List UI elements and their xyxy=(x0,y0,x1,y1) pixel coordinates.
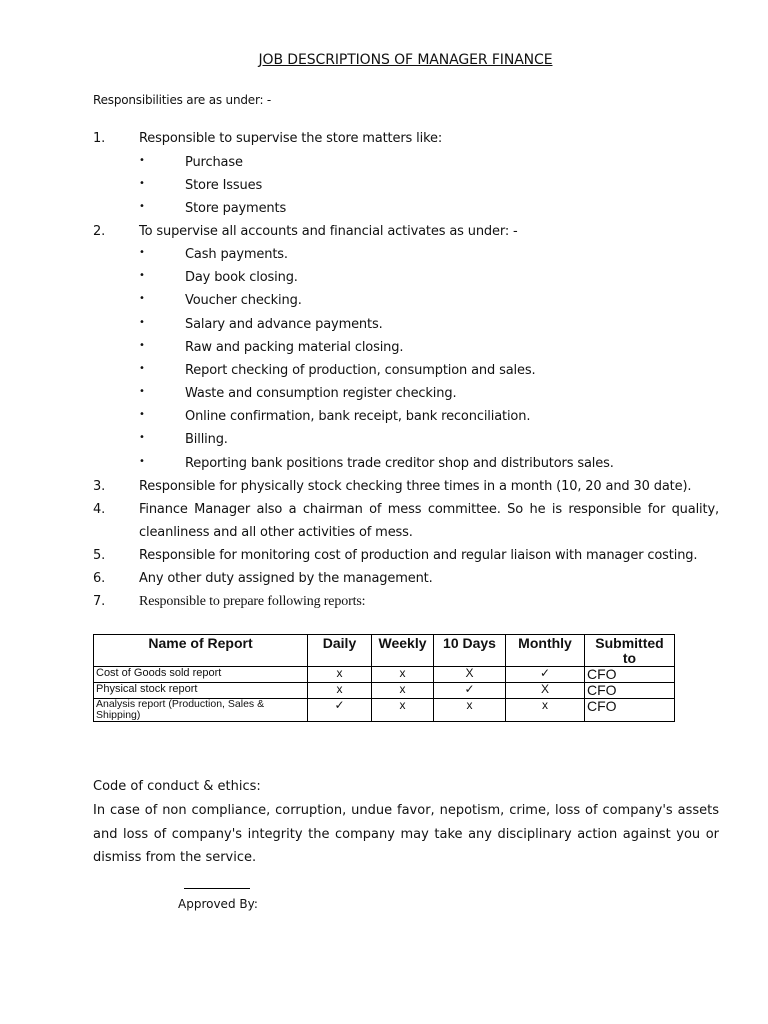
table-row xyxy=(94,699,675,722)
item-number: 1. xyxy=(93,131,106,146)
item-number: 7. xyxy=(93,594,106,609)
bullet-text: Salary and advance payments. xyxy=(185,317,383,332)
bullet-icon: • xyxy=(139,456,145,467)
page-title: JOB DESCRIPTIONS OF MANAGER FINANCE xyxy=(258,52,553,68)
item-text: Responsible for monitoring cost of production and regular liaison with manager costing. xyxy=(139,548,698,563)
column-header: Submitted to xyxy=(585,635,675,667)
weekly-cell: x xyxy=(372,683,434,699)
ten-days-cell: x xyxy=(434,699,506,722)
bullet-icon: • xyxy=(139,201,145,212)
bullet-text: Voucher checking. xyxy=(185,293,302,308)
report-name: Analysis report (Production, Sales & Shipping) xyxy=(94,699,308,722)
item-text: Responsible for physically stock checking three times in a month (10, 20 and 30 date). xyxy=(139,479,692,494)
code-of-conduct-heading: Code of conduct & ethics: xyxy=(93,779,261,794)
report-name: Cost of Goods sold report xyxy=(94,667,308,683)
report-name: Physical stock report xyxy=(94,683,308,699)
column-header: 10 Days xyxy=(434,635,506,667)
bullet-text: Purchase xyxy=(185,155,243,170)
bullet-text: Day book closing. xyxy=(185,270,298,285)
bullet-icon: • xyxy=(139,247,145,258)
ten-days-cell: X xyxy=(434,667,506,683)
item-text: Finance Manager also a chairman of mess committee. So he is responsible for quality, xyxy=(139,502,719,517)
responsibilities-subheading: Responsibilities are as under: - xyxy=(93,93,272,107)
item-number: 2. xyxy=(93,224,106,239)
signature-line xyxy=(184,888,250,889)
bullet-text: Report checking of production, consumption and sales. xyxy=(185,363,536,378)
bullet-icon: • xyxy=(139,155,145,166)
bullet-icon: • xyxy=(139,270,145,281)
reports-table xyxy=(93,634,675,722)
bullet-text: Online confirmation, bank receipt, bank reconciliation. xyxy=(185,409,531,424)
item-number: 6. xyxy=(93,571,106,586)
weekly-cell: x xyxy=(372,667,434,683)
bullet-icon: • xyxy=(139,363,145,374)
table-row xyxy=(94,667,675,683)
bullet-text: Store Issues xyxy=(185,178,263,193)
monthly-cell: x xyxy=(506,699,585,722)
approved-by-label: Approved By: xyxy=(178,897,258,911)
code-of-conduct-text: In case of non compliance, corruption, undue favor, nepotism, crime, loss of company's assets and loss of company's integrity the company may take any disciplinary action against you or dismiss from the service. xyxy=(93,803,719,865)
column-header: Name of Report xyxy=(94,635,308,667)
bullet-icon: • xyxy=(139,317,145,328)
bullet-icon: • xyxy=(139,432,145,443)
bullet-text: Reporting bank positions trade creditor shop and distributors sales. xyxy=(185,456,614,471)
bullet-text: Cash payments. xyxy=(185,247,288,262)
daily-cell: ✓ xyxy=(308,699,372,722)
bullet-icon: • xyxy=(139,340,145,351)
bullet-text: Raw and packing material closing. xyxy=(185,340,404,355)
daily-cell: x xyxy=(308,667,372,683)
item-text-continued: cleanliness and all other activities of mess. xyxy=(139,525,413,540)
bullet-icon: • xyxy=(139,178,145,189)
monthly-cell: ✓ xyxy=(506,667,585,683)
item-text: Any other duty assigned by the management. xyxy=(139,571,433,586)
item-number: 5. xyxy=(93,548,106,563)
item-number: 4. xyxy=(93,502,106,517)
bullet-icon: • xyxy=(139,293,145,304)
item-text: Responsible to prepare following reports: xyxy=(139,594,366,609)
item-number: 3. xyxy=(93,479,106,494)
item-text: Responsible to supervise the store matters like: xyxy=(139,131,443,146)
submitted-to-cell: CFO xyxy=(585,683,675,699)
weekly-cell: x xyxy=(372,699,434,722)
ten-days-cell: ✓ xyxy=(434,683,506,699)
column-header: Monthly xyxy=(506,635,585,667)
monthly-cell: X xyxy=(506,683,585,699)
table-header-row xyxy=(94,635,675,667)
submitted-to-cell: CFO xyxy=(585,667,675,683)
bullet-text: Store payments xyxy=(185,201,287,216)
bullet-icon: • xyxy=(139,409,145,420)
column-header: Daily xyxy=(308,635,372,667)
bullet-icon: • xyxy=(139,386,145,397)
item-text: To supervise all accounts and financial activates as under: - xyxy=(139,224,518,239)
bullet-text: Waste and consumption register checking. xyxy=(185,386,457,401)
bullet-text: Billing. xyxy=(185,432,228,447)
column-header: Weekly xyxy=(372,635,434,667)
submitted-to-cell: CFO xyxy=(585,699,675,722)
table-row xyxy=(94,683,675,699)
daily-cell: x xyxy=(308,683,372,699)
